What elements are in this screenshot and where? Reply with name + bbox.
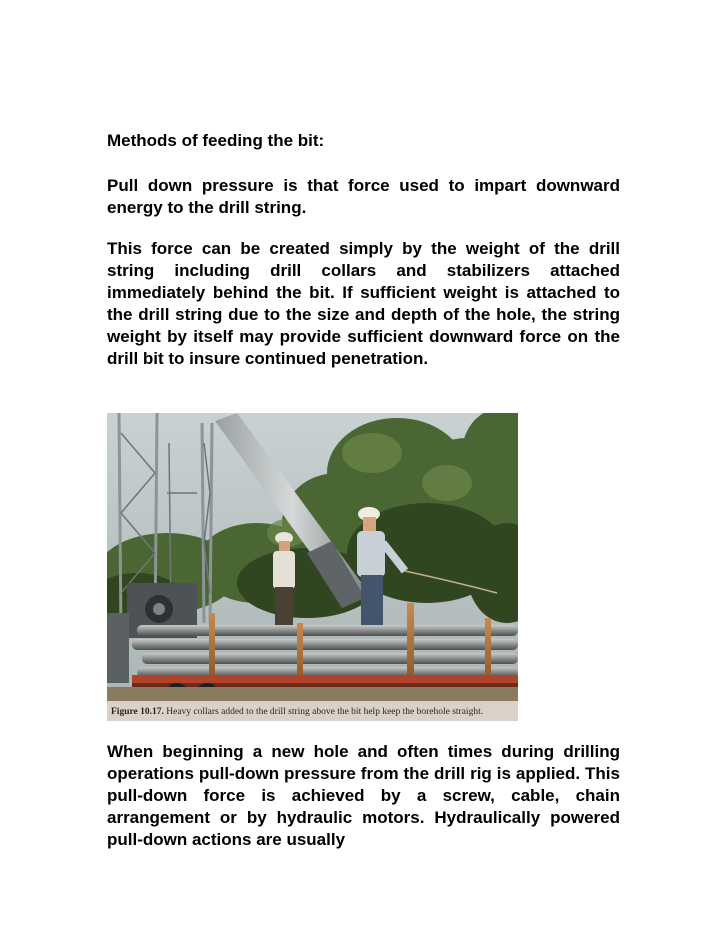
paragraph-pull-down-definition: Pull down pressure is that force used to impart downward energy to the drill string.: [107, 176, 620, 217]
paragraph-string-weight: This force can be created simply by the weight of the drill string including drill collars and stabilizers attached immediately behind the bit. If sufficient weight is attached to the drill string due to the size and depth of the hole, the string weight by itself may provide sufficient downward force on the drill bit to insure continued penetration.: [107, 239, 620, 368]
figure-caption-text: Heavy collars added to the drill string above the bit help keep the borehole straight.: [166, 707, 484, 717]
figure-label: Figure 10.17.: [111, 707, 164, 717]
drill-rig-illustration: [107, 413, 518, 721]
figure-caption: [111, 706, 483, 718]
drill-rig-photo: [107, 413, 518, 721]
figure-caption-strip: [107, 701, 518, 721]
paragraph-rig-pull-down: When beginning a new hole and often times during drilling operations pull-down pressure from the drill rig is applied. This pull-down force is achieved by a screw, cable, chain arrangement or by hydraulic motors. Hydraulically powered pull-down actions are usually: [107, 742, 620, 849]
section-heading: Methods of feeding the bit:: [107, 131, 325, 150]
